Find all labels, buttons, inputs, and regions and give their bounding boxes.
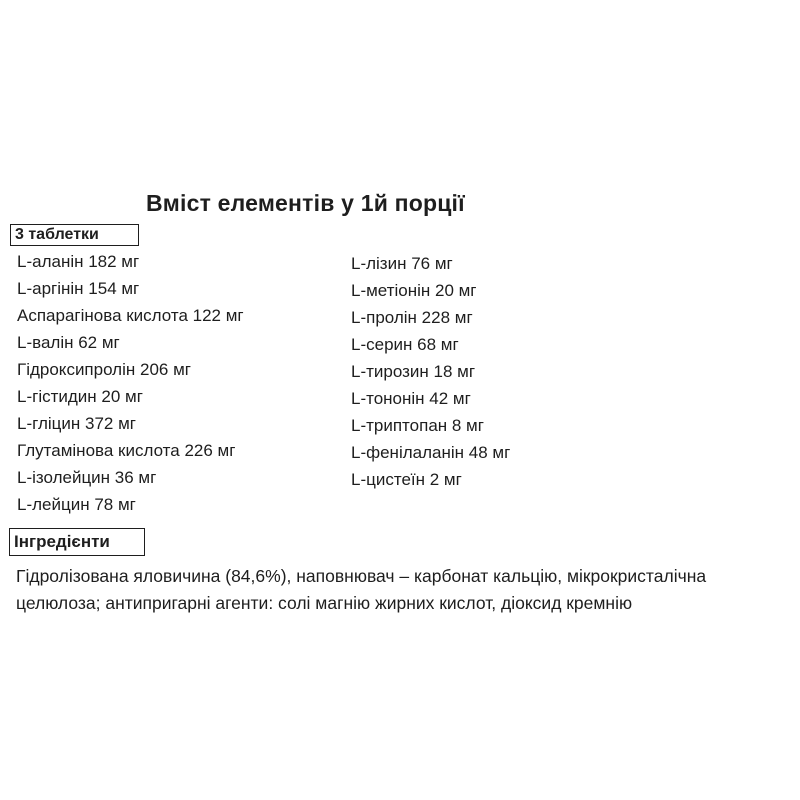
- list-item: L-серин 68 мг: [351, 335, 459, 354]
- list-item: L-гістидин 20 мг: [17, 387, 143, 406]
- list-item: Глутамінова кислота 226 мг: [17, 441, 236, 460]
- list-item: L-тирозин 18 мг: [351, 362, 476, 381]
- ingredients-line: целюлоза; антипригарні агенти: солі магнію жирних кислот, діоксид кремнію: [16, 593, 633, 613]
- list-item: L-гліцин 372 мг: [17, 414, 136, 433]
- list-item: L-аргінін 154 мг: [17, 279, 140, 298]
- serving-size-label: 3 таблетки: [10, 224, 139, 246]
- ingredients-heading: Інгредієнти: [9, 528, 145, 556]
- list-item: Гідроксипролін 206 мг: [17, 360, 191, 379]
- list-item: L-лейцин 78 мг: [17, 495, 136, 514]
- list-item: L-валін 62 мг: [17, 333, 120, 352]
- ingredients-text: [16, 563, 800, 617]
- list-item: L-метіонін 20 мг: [351, 281, 477, 300]
- list-item: L-цистеїн 2 мг: [351, 470, 462, 489]
- list-item: L-триптопан 8 мг: [351, 416, 484, 435]
- list-item: L-тононін 42 мг: [351, 389, 471, 408]
- list-item: L-пролін 228 мг: [351, 308, 473, 327]
- amino-acid-list-right: [351, 250, 510, 493]
- ingredients-line: Гідролізована яловичина (84,6%), наповнювач – карбонат кальцію, мікрокристалічна: [16, 566, 707, 586]
- list-item: L-аланін 182 мг: [17, 252, 140, 271]
- list-item: L-фенілаланін 48 мг: [351, 443, 511, 462]
- list-item: L-ізолейцин 36 мг: [17, 468, 157, 487]
- list-item: Аспарагінова кислота 122 мг: [17, 306, 244, 325]
- page-title: Вміст елементів у 1й порції: [146, 190, 465, 216]
- list-item: L-лізин 76 мг: [351, 254, 453, 273]
- amino-acid-list-left: [17, 248, 244, 518]
